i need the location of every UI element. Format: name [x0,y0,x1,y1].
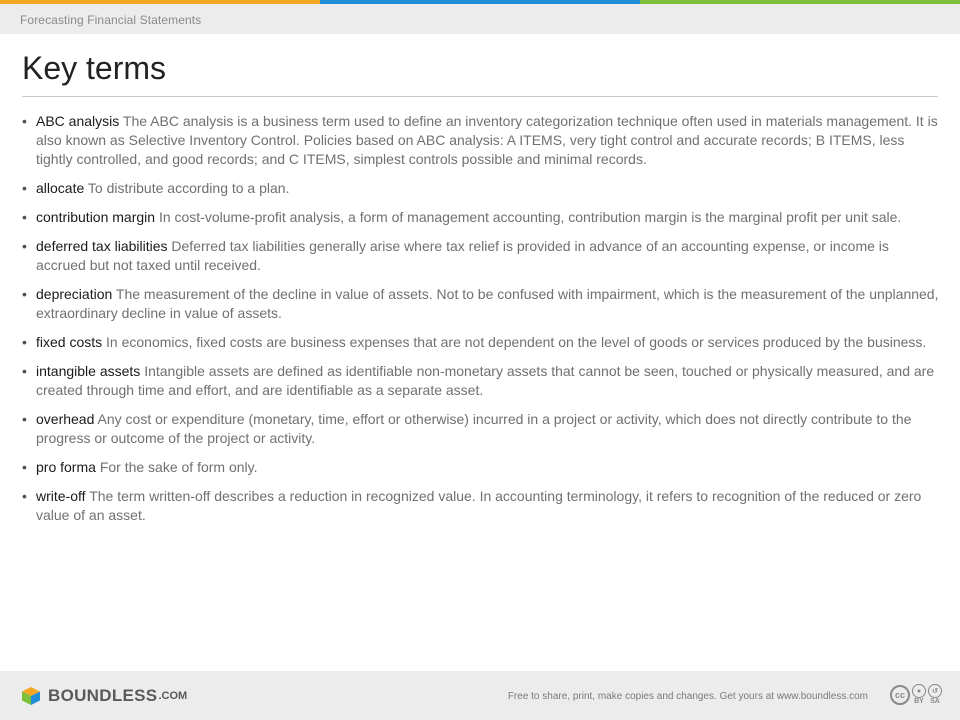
by-label: BY [914,698,924,705]
term-definition: In cost-volume-profit analysis, a form of management accounting, contribution margin is the marginal profit per unit sale. [158,209,902,225]
cc-icon: cc [890,685,910,705]
term-name: pro forma [36,459,96,475]
term-name: deferred tax liabilities [36,238,168,254]
logo-suffix: .COM [158,690,188,702]
term-definition: The term written-off describes a reduction in recognized value. In accounting terminology, it refers to recognition of the reduced or zero value of an asset. [36,488,922,523]
term-item [22,285,940,323]
by-badge [912,684,926,706]
sa-label: SA [930,698,940,705]
sa-badge [928,684,942,706]
sa-icon: ↺ [928,684,942,698]
term-item [22,179,940,198]
boundless-logo[interactable] [20,686,187,706]
term-definition: Any cost or expenditure (monetary, time, effort or otherwise) incurred in a project or activity, which does not directly contribute to the progress or outcome of the project or activity. [36,411,912,446]
term-item [22,458,940,477]
term-item [22,112,940,169]
term-name: overhead [36,411,95,427]
term-definition: To distribute according to a plan. [87,180,290,196]
term-definition: Intangible assets are defined as identifiable non-monetary assets that cannot be seen, touched or physically measured, and are created through time and effort, and are identifiable as a separate asset. [36,363,935,398]
term-item [22,410,940,448]
term-definition: In economics, fixed costs are business expenses that are not dependent on the level of goods or services produced by the business. [106,334,927,350]
logo-text: BOUNDLESS [48,686,158,705]
cc-license-badges[interactable] [890,684,942,706]
term-definition: The measurement of the decline in value of assets. Not to be confused with impairment, which is the measurement of the unplanned, extraordinary decline in value of assets. [36,286,939,321]
term-item [22,362,940,400]
term-name: allocate [36,180,85,196]
key-terms-list [22,112,940,535]
footer-license-note: Free to share, print, make copies and changes. Get yours at www.boundless.com [507,691,868,702]
term-name: intangible assets [36,363,141,379]
title-divider [22,96,938,97]
term-item [22,208,940,227]
by-icon: ● [912,684,926,698]
term-name: write-off [36,488,86,504]
course-title: Forecasting Financial Statements [20,13,202,27]
term-name: contribution margin [36,209,156,225]
term-item [22,237,940,275]
term-item [22,487,940,525]
term-definition: For the sake of form only. [99,459,258,475]
term-item [22,333,940,352]
header-band [0,4,960,34]
term-definition: The ABC analysis is a business term used to define an inventory categorization technique often used in materials management. It is also known as Selective Inventory Control. Policies based on ABC analysis: A ITEMS, very tight control and accurate records; B ITEMS, less tightly controlled, and good records; and C ITEMS, simplest controls possible and minimal records. [36,113,938,167]
term-name: fixed costs [36,334,103,350]
term-definition: Deferred tax liabilities generally arise where tax relief is provided in advance of an accounting expense, or income is accrued but not taxed until received. [36,238,889,273]
term-name: ABC analysis [36,113,120,129]
footer [0,671,960,720]
term-name: depreciation [36,286,113,302]
boundless-cube-icon [20,686,42,706]
page-title: Key terms [22,50,167,86]
